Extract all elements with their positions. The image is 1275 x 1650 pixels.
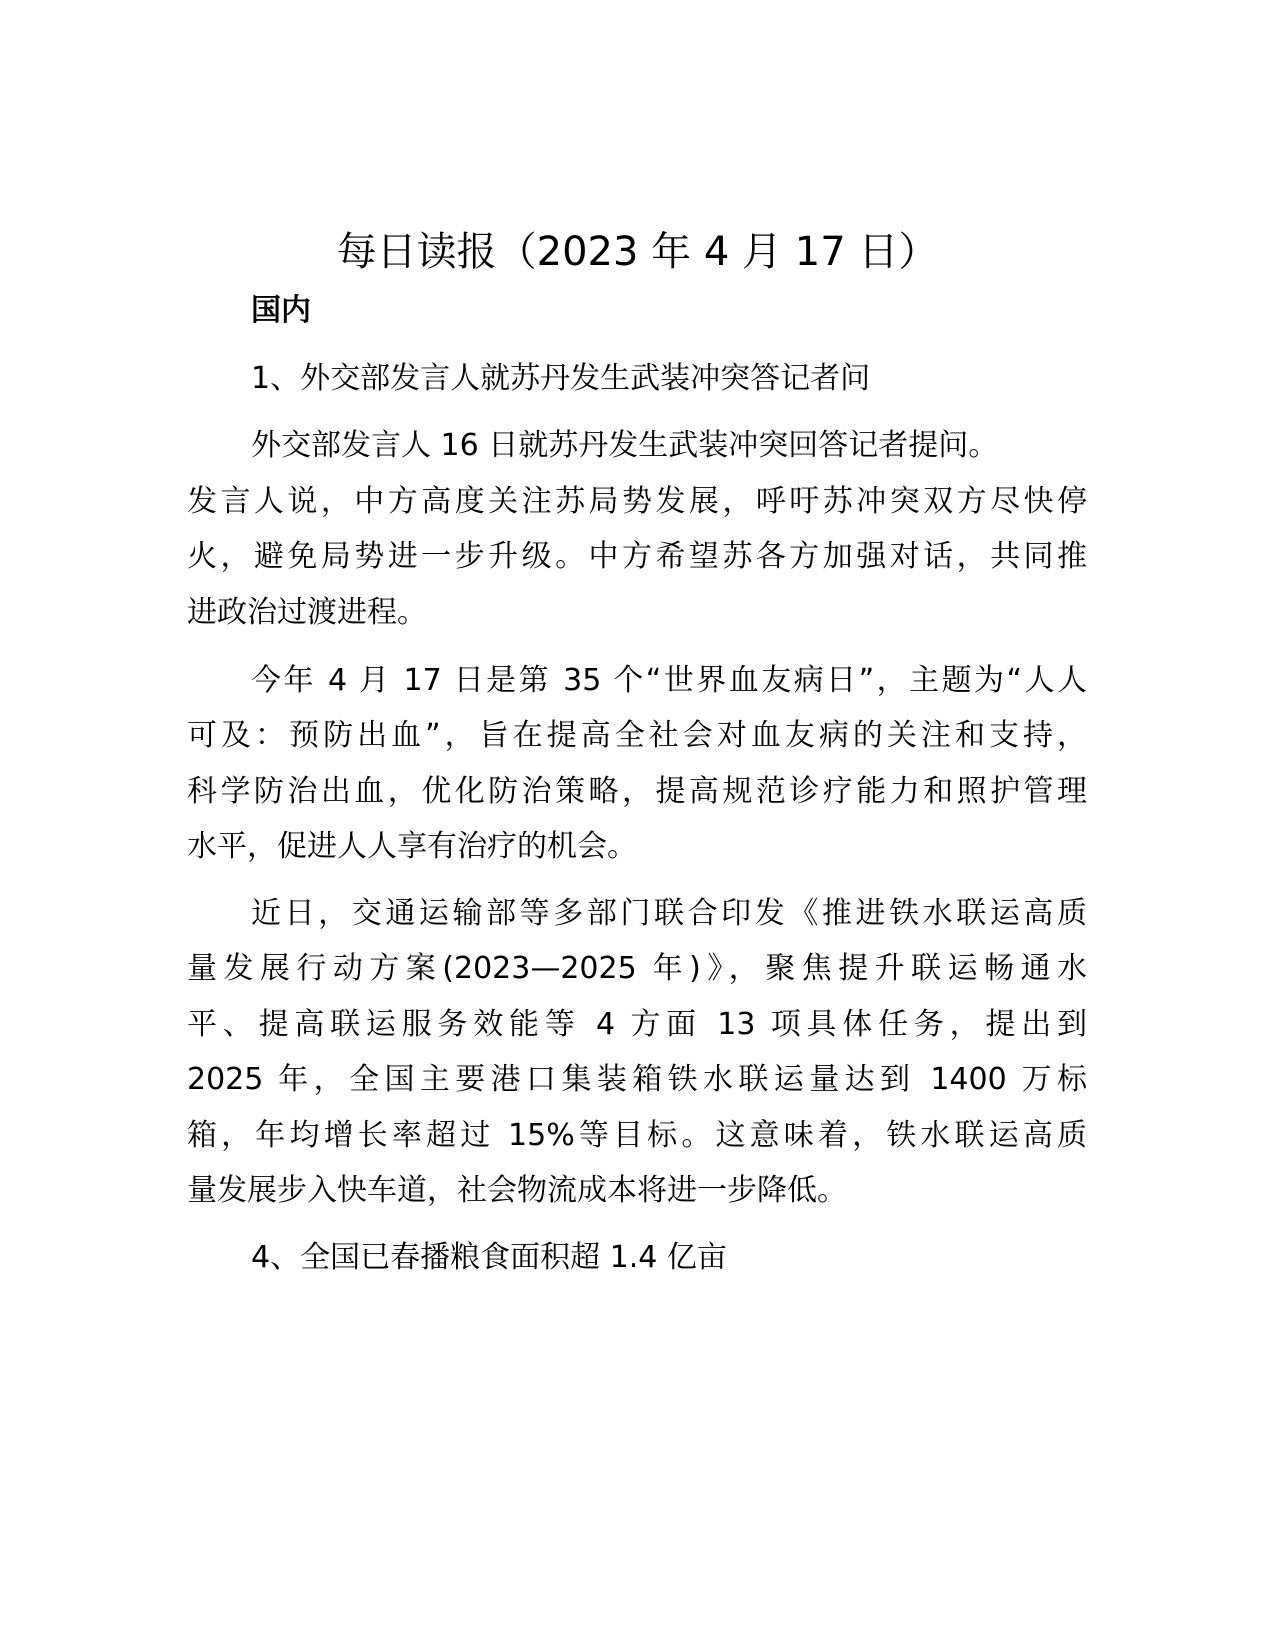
paragraph-line: 科学防治出血，优化防治策略，提高规范诊疗能力和照护管理 bbox=[187, 774, 1087, 809]
paragraph-line: 量发展步入快车道，社会物流成本将进一步降低。 bbox=[187, 1173, 847, 1208]
item4-heading: 4、全国已春播粮食面积超 1.4 亿亩 bbox=[251, 1240, 727, 1275]
paragraph-line: 可及：预防出血”，旨在提高全社会对血友病的关注和支持， bbox=[187, 718, 1087, 753]
item1-heading: 1、外交部发言人就苏丹发生武装冲突答记者问 bbox=[251, 361, 871, 396]
paragraph-line: 火，避免局势进一步升级。中方希望苏各方加强对话，共同推 bbox=[187, 539, 1087, 574]
document-title: 每日读报（2023 年 4 月 17 日） bbox=[336, 229, 939, 275]
section-heading: 国内 bbox=[251, 293, 311, 328]
paragraph-line: 2025 年，全国主要港口集装箱铁水联运量达到 1400 万标 bbox=[187, 1062, 1087, 1097]
paragraph-line: 进政治过渡进程。 bbox=[187, 595, 427, 630]
paragraph-line: 量发展行动方案(2023—2025 年)》，聚焦提升联运畅通水 bbox=[187, 951, 1087, 986]
paragraph-line: 平、提高联运服务效能等 4 方面 13 项具体任务，提出到 bbox=[187, 1007, 1087, 1042]
paragraph-line: 今年 4 月 17 日是第 35 个“世界血友病日”，主题为“人人 bbox=[251, 663, 1087, 698]
paragraph-line: 外交部发言人 16 日就苏丹发生武装冲突回答记者提问。 bbox=[251, 428, 999, 463]
paragraph-line: 近日，交通运输部等多部门联合印发《推进铁水联运高质 bbox=[251, 896, 1087, 931]
paragraph-line: 箱，年均增长率超过 15%等目标。这意味着，铁水联运高质 bbox=[187, 1118, 1087, 1153]
paragraph-line: 水平，促进人人享有治疗的机会。 bbox=[187, 829, 637, 864]
paragraph-line: 发言人说，中方高度关注苏局势发展，呼吁苏冲突双方尽快停 bbox=[187, 484, 1087, 519]
